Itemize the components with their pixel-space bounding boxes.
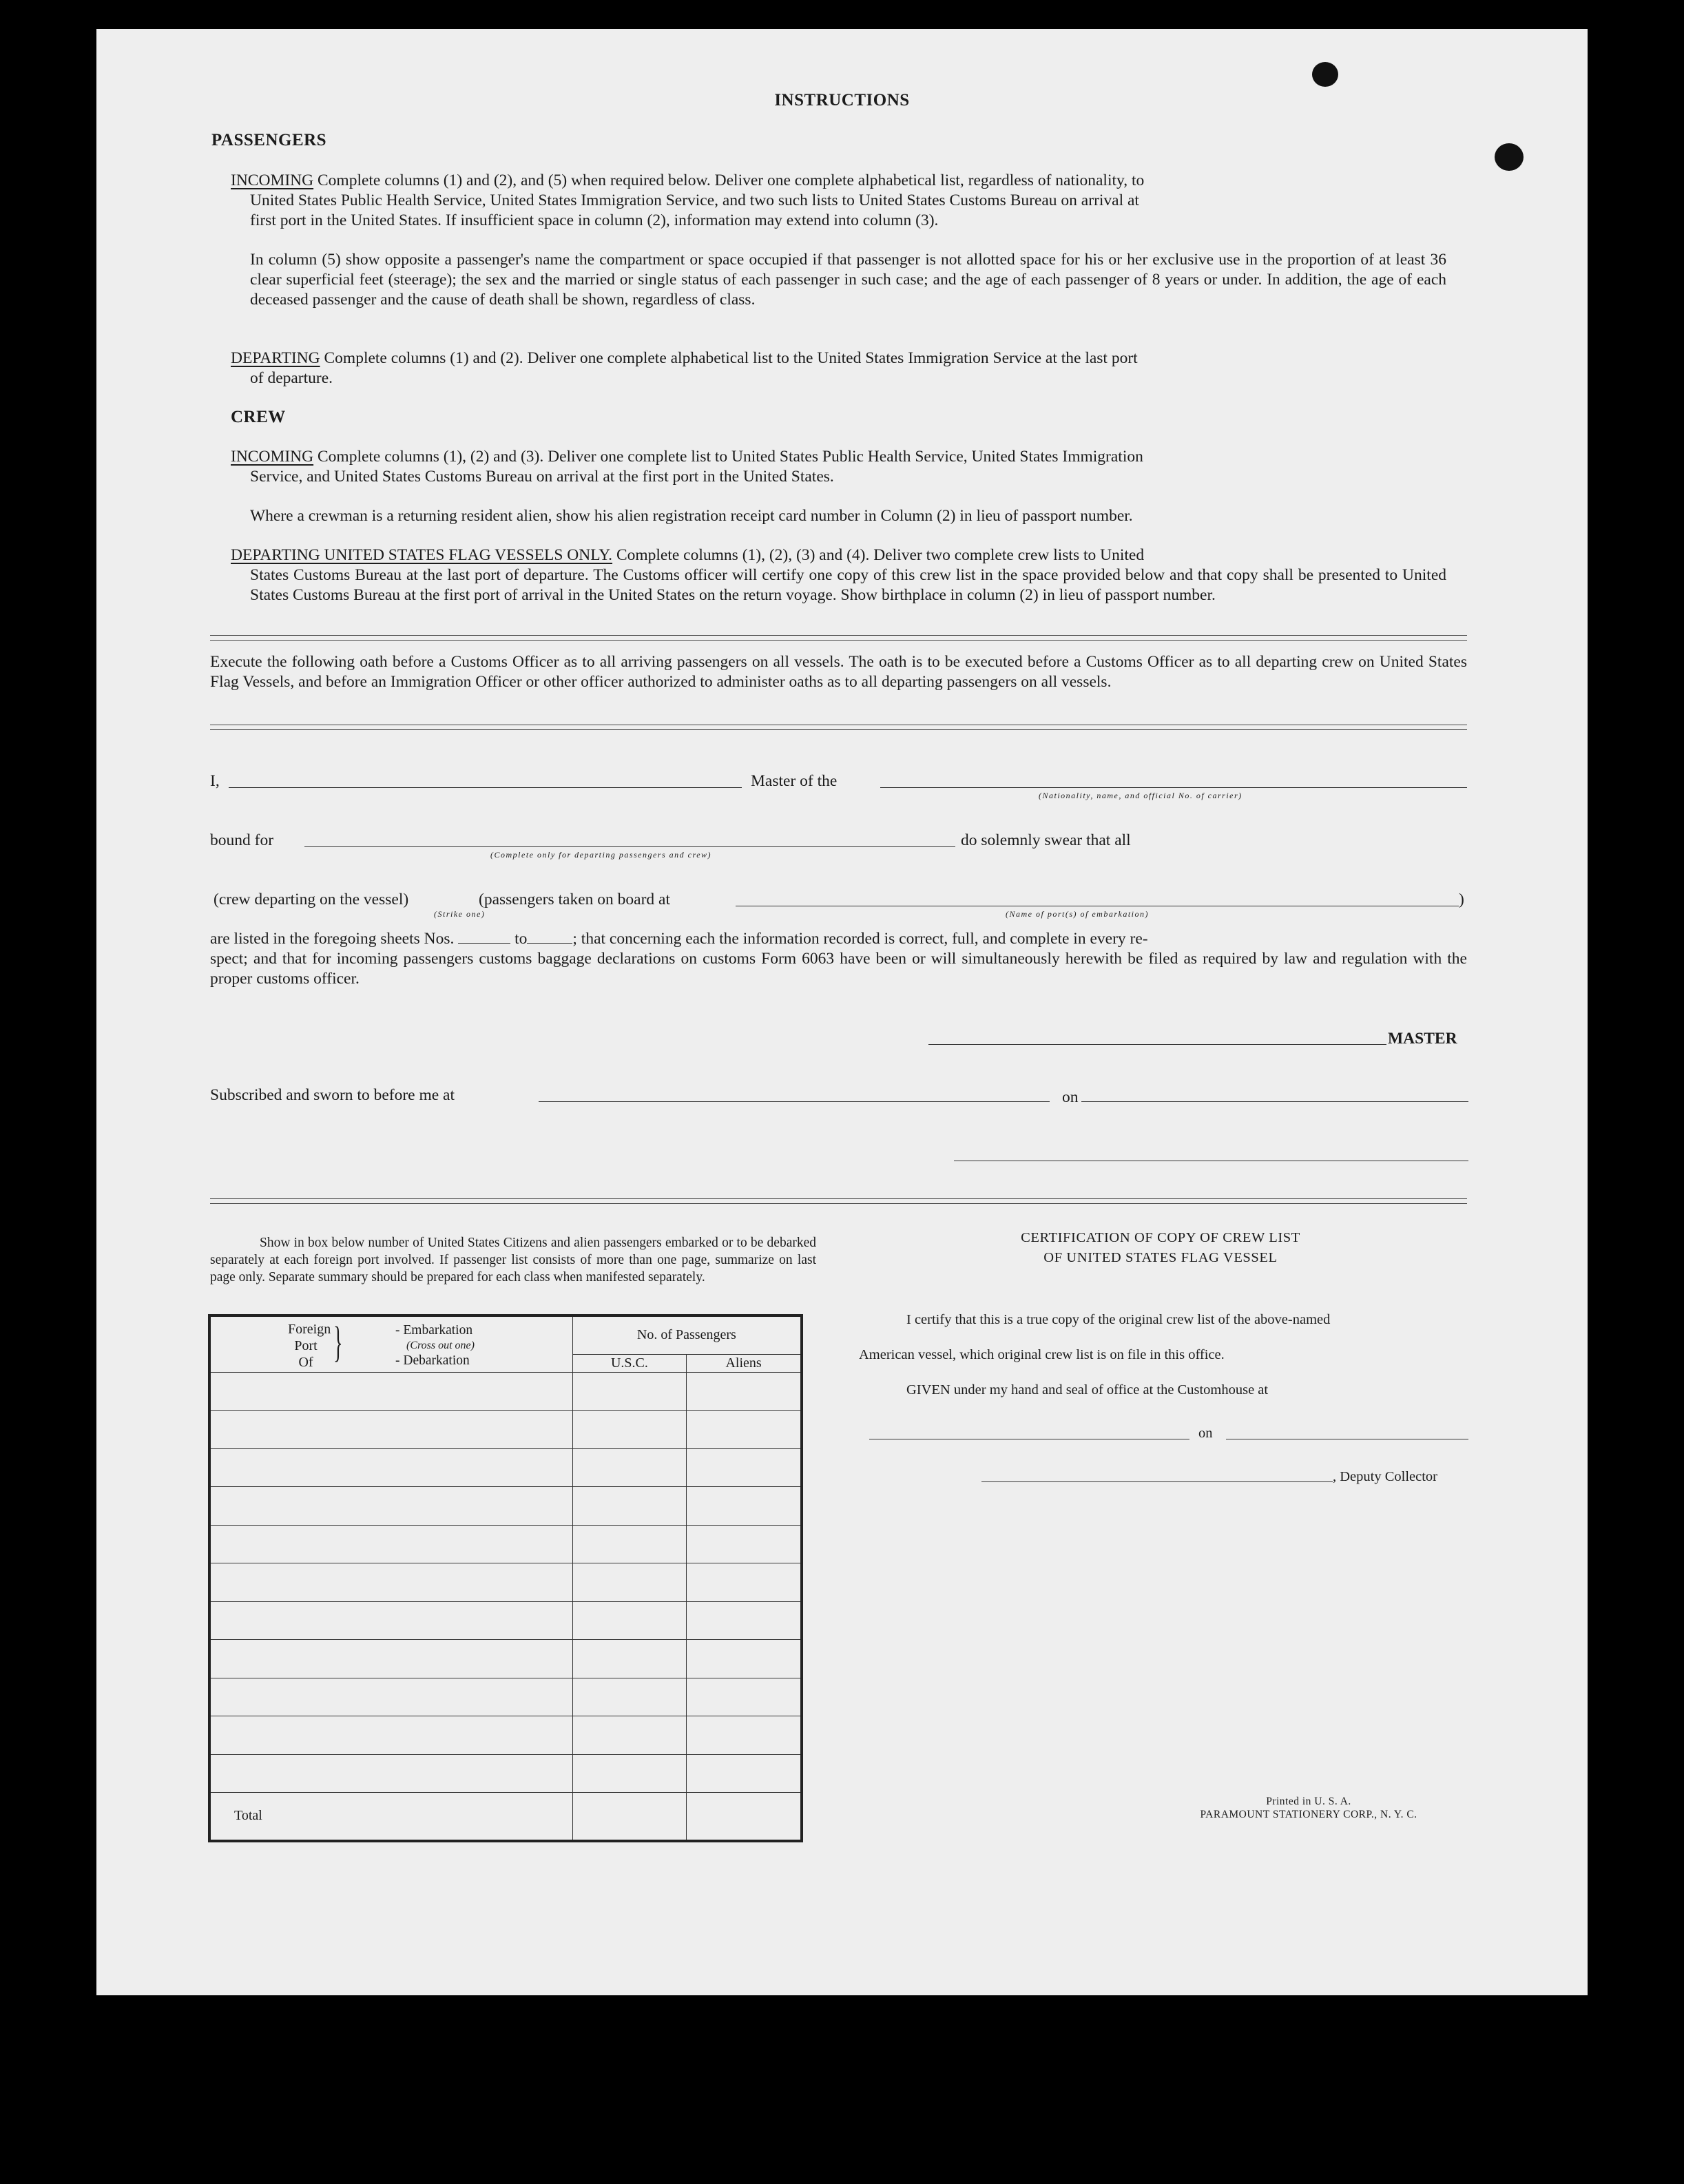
sworn-date-field[interactable]	[1081, 1101, 1468, 1102]
crew-departing-label: DEPARTING UNITED STATES FLAG VESSELS ONLY.	[231, 546, 613, 564]
aliens-cell[interactable]	[687, 1563, 802, 1602]
usc-cell[interactable]	[572, 1678, 686, 1716]
port-cell[interactable]	[209, 1678, 572, 1716]
port-options	[395, 1322, 475, 1369]
certification-line2: American vessel, which original crew list is on file in this office.	[859, 1347, 1225, 1362]
brace-glyph: }	[333, 1319, 343, 1366]
divider	[210, 640, 1467, 641]
aliens-cell[interactable]	[687, 1411, 802, 1449]
table-row	[209, 1640, 802, 1678]
port-header-cell	[209, 1315, 572, 1372]
total-row	[209, 1793, 802, 1841]
crew-alien-paragraph: Where a crewman is a returning resident alien, show his alien registration receipt card number in Column (2) in lieu of passport number.	[250, 507, 1133, 525]
table-row	[209, 1716, 802, 1755]
sworn-place-field[interactable]	[539, 1101, 1050, 1102]
listed-rest: spect; and that for incoming passengers customs baggage declarations on customs Form 6063 have been or will simultaneously herewith be filed as required by law and regulation with the proper customs officer.	[210, 950, 1467, 988]
usc-cell[interactable]	[572, 1563, 686, 1602]
table-row	[209, 1448, 802, 1487]
port-cell[interactable]	[209, 1487, 572, 1526]
port-cell[interactable]	[209, 1754, 572, 1793]
passengers-column5-paragraph: In column (5) show opposite a passenger's name the compartment or space occupied if that passenger is not allotted space for his or her exclusive use in the proportion of at least 36 clear superficial feet (steerage); the sex and the married or single status of each passenger in such case; and the age of each passenger of 8 years or under. In addition, the age of each deceased passenger and the cause of death shall be shown, regardless of class.	[250, 251, 1446, 309]
certification-line3: GIVEN under my hand and seal of office at the Customhouse at	[906, 1382, 1269, 1397]
table-row	[209, 1411, 802, 1449]
port-cell[interactable]	[209, 1525, 572, 1563]
instructions-title: INSTRUCTIONS	[774, 91, 910, 110]
passengers-incoming-line1: INCOMING Complete columns (1) and (2), and (5) when required below. Deliver one complete alphabetical list, regardless of nationality, to	[231, 171, 1145, 189]
port-cell[interactable]	[209, 1640, 572, 1678]
usc-cell[interactable]	[572, 1716, 686, 1755]
usc-header: U.S.C.	[572, 1354, 686, 1372]
sworn-on-label: on	[1062, 1088, 1079, 1106]
aliens-cell[interactable]	[687, 1525, 802, 1563]
usc-cell[interactable]	[572, 1372, 686, 1411]
port-cell[interactable]	[209, 1716, 572, 1755]
certification-title: CERTIFICATION OF COPY OF CREW LIST OF UNITED STATES FLAG VESSEL	[1021, 1230, 1300, 1265]
ports-caption: (Name of port(s) of embarkation)	[1006, 909, 1149, 919]
bound-for-label: bound for	[210, 831, 274, 849]
swear-text: do solemnly swear that all	[961, 831, 1131, 849]
total-aliens-cell[interactable]	[687, 1793, 802, 1841]
embarkation-option[interactable]: - Embarkation	[395, 1323, 473, 1338]
aliens-cell[interactable]	[687, 1754, 802, 1793]
aliens-cell[interactable]	[687, 1716, 802, 1755]
certification-on: on	[1198, 1426, 1213, 1441]
port-header-labels: Foreign Port Of	[288, 1322, 331, 1370]
port-cell[interactable]	[209, 1563, 572, 1602]
aliens-cell[interactable]	[687, 1372, 802, 1411]
usc-cell[interactable]	[572, 1411, 686, 1449]
table-row	[209, 1563, 802, 1602]
sheet-to-field[interactable]	[527, 933, 572, 944]
passengers-departing-label: DEPARTING	[231, 349, 320, 367]
deputy-collector-label: , Deputy Collector	[1333, 1469, 1438, 1484]
crew-incoming-label: INCOMING	[231, 448, 314, 466]
sheet-from-field[interactable]	[458, 933, 510, 944]
total-usc-cell[interactable]	[572, 1793, 686, 1841]
usc-cell[interactable]	[572, 1640, 686, 1678]
total-label: Total	[209, 1793, 572, 1841]
debarkation-option[interactable]: - Debarkation	[395, 1353, 470, 1368]
close-paren: )	[1459, 891, 1464, 908]
passengers-taken-option: (passengers taken on board at	[479, 891, 670, 908]
crew-incoming-line1: INCOMING Complete columns (1), (2) and (3). Deliver one complete list to United States Public Health Service, United States Immigration	[231, 448, 1143, 466]
passengers-incoming-line3: first port in the United States. If insufficient space in column (2), information may extend into column (3).	[250, 211, 939, 229]
master-of-the-label: Master of the	[751, 772, 838, 790]
crew-departing-line1: DEPARTING UNITED STATES FLAG VESSELS ONLY. Complete columns (1), (2), (3) and (4). Deliver two complete crew lists to United	[231, 546, 1145, 564]
cross-out-caption: (Cross out one)	[406, 1340, 475, 1351]
usc-cell[interactable]	[572, 1754, 686, 1793]
usc-cell[interactable]	[572, 1448, 686, 1487]
port-cell[interactable]	[209, 1411, 572, 1449]
aliens-header: Aliens	[687, 1354, 802, 1372]
carrier-caption: (Nationality, name, and official No. of carrier)	[1039, 791, 1243, 800]
carrier-field[interactable]	[880, 787, 1467, 788]
master-name-field[interactable]	[229, 787, 742, 788]
table-row	[209, 1525, 802, 1563]
subscribed-label: Subscribed and sworn to before me at	[210, 1086, 455, 1104]
punch-hole-right	[1495, 143, 1524, 171]
bound-for-caption: (Complete only for departing passengers and crew)	[490, 850, 712, 860]
divider	[210, 729, 1467, 730]
passenger-summary-table	[208, 1314, 803, 1842]
deputy-signature-field[interactable]	[981, 1481, 1333, 1482]
usc-cell[interactable]	[572, 1601, 686, 1640]
oath-instruction: Execute the following oath before a Customs Officer as to all arriving passengers on all vessels. The oath is to be executed before a Customs Officer as to all departing crew on United States Flag Vessels, and before an Immigration Officer or other officer authorized to administer oaths as to all departing passengers on all vessels.	[210, 653, 1467, 691]
listed-line1: are listed in the foregoing sheets Nos. to ; that concerning each the information recorded is correct, full, and complete in every re-	[210, 930, 1148, 948]
passengers-departing-line2: of departure.	[250, 369, 333, 387]
table-row	[209, 1678, 802, 1716]
table-row	[209, 1754, 802, 1793]
bound-for-field[interactable]	[304, 846, 955, 847]
port-cell[interactable]	[209, 1372, 572, 1411]
aliens-cell[interactable]	[687, 1678, 802, 1716]
table-row	[209, 1487, 802, 1526]
crew-departing-option: (crew departing on the vessel)	[214, 891, 409, 908]
table-row	[209, 1601, 802, 1640]
divider	[210, 1198, 1467, 1199]
port-cell[interactable]	[209, 1601, 572, 1640]
table-row	[209, 1372, 802, 1411]
aliens-cell[interactable]	[687, 1601, 802, 1640]
crew-departing-paragraph: States Customs Bureau at the last port of departure. The Customs officer will certify one copy of this crew list in the space provided below and that copy shall be presented to United States Customs Bureau at the first port of arrival in the United States on the return voyage. Show birthplace in column (2) in lieu of passport number.	[250, 566, 1446, 604]
crew-incoming-line2: Service, and United States Customs Bureau on arrival at the first port in the United States.	[250, 468, 834, 486]
aliens-cell[interactable]	[687, 1487, 802, 1526]
usc-cell[interactable]	[572, 1487, 686, 1526]
aliens-cell[interactable]	[687, 1448, 802, 1487]
summary-rows	[209, 1372, 802, 1793]
divider	[210, 1203, 1467, 1204]
master-signature-field[interactable]	[928, 1044, 1386, 1045]
oath-i: I,	[210, 772, 220, 790]
aliens-cell[interactable]	[687, 1640, 802, 1678]
passengers-incoming-line2: United States Public Health Service, United States Immigration Service, and two such lists to United States Customs Bureau on arrival at	[250, 191, 1139, 209]
passengers-heading: PASSENGERS	[211, 131, 327, 149]
divider	[210, 635, 1467, 636]
passengers-departing-line1: DEPARTING Complete columns (1) and (2). Deliver one complete alphabetical list to the United States Immigration Service at the last port	[231, 349, 1138, 367]
no-passengers-header: No. of Passengers	[572, 1315, 802, 1354]
usc-cell[interactable]	[572, 1525, 686, 1563]
strike-caption: (Strike one)	[434, 909, 486, 919]
passengers-incoming-label: INCOMING	[231, 171, 314, 189]
certification-line1: I certify that this is a true copy of the original crew list of the above-named	[906, 1312, 1331, 1327]
summary-note: Show in box below number of United States Citizens and alien passengers embarked or to be debarked separately at each foreign port involved. If passenger list consists of more than one page, summarize on last page only. Separate summary should be prepared for each class when manifested separately.	[210, 1236, 816, 1285]
punch-hole-top	[1312, 62, 1338, 87]
master-label: MASTER	[1388, 1030, 1457, 1048]
crew-heading: CREW	[231, 408, 286, 426]
port-cell[interactable]	[209, 1448, 572, 1487]
printer-imprint: Printed in U. S. A. PARAMOUNT STATIONERY CORP., N. Y. C.	[1200, 1796, 1417, 1820]
